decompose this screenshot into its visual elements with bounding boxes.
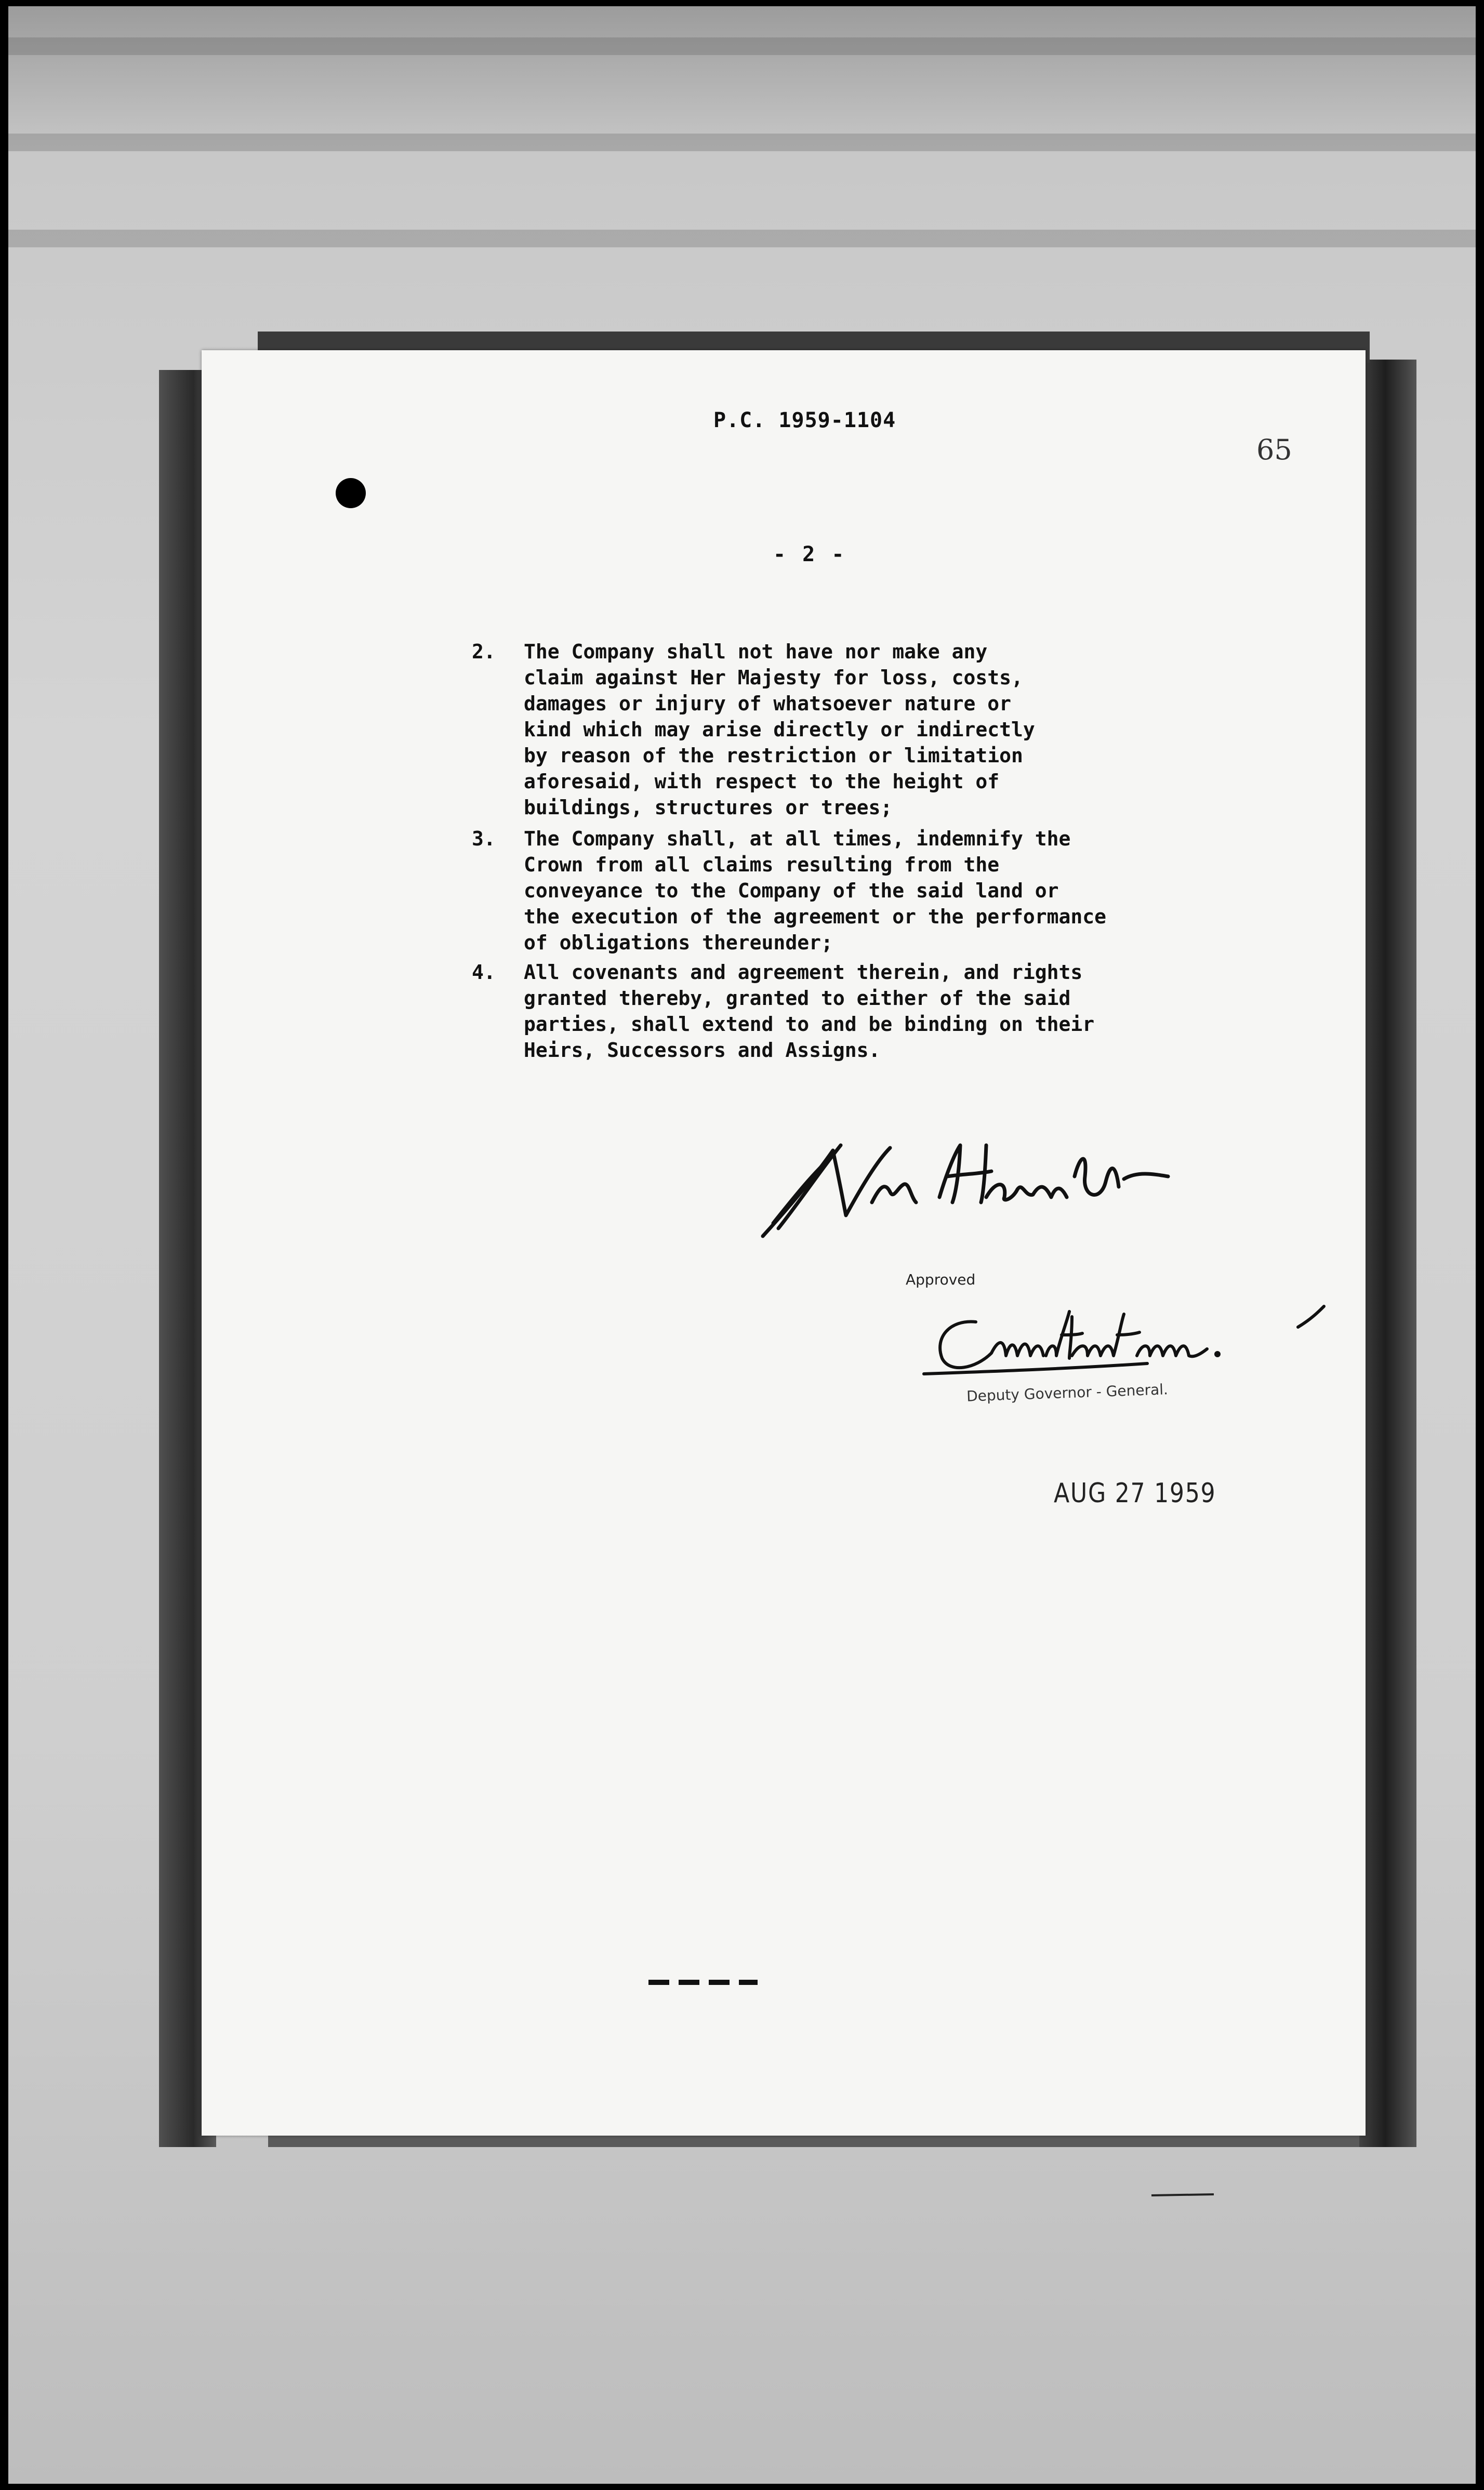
signature-hamilton	[742, 1124, 1199, 1244]
order-reference: P.C. 1959-1104	[713, 408, 896, 432]
clause-text: All covenants and agreement therein, and rights granted thereby, granted to either of the said parties, shall extend to and be binding on their Heirs, Successors and Assigns.	[524, 961, 1095, 1062]
scan-artifact	[8, 230, 1476, 247]
punch-hole	[336, 478, 366, 508]
document-sheet	[202, 350, 1366, 2136]
signatory-title: Deputy Governor - General.	[966, 1381, 1169, 1405]
date-stamp: AUG 27 1959	[1054, 1478, 1216, 1509]
scan-artifact	[8, 134, 1476, 151]
scan-artifact	[1151, 2193, 1214, 2196]
clause-text: The Company shall not have nor make any claim against Her Majesty for loss, costs, damages or injury of whatsoever nature or kind which may arise directly or indirectly by reason of the restriction or limitation aforesaid, with respect to the height of buildings, structures or trees;	[524, 640, 1035, 819]
clause-number: 3.	[472, 827, 496, 850]
clause-number: 4.	[472, 961, 496, 984]
page-marker: - 2 -	[773, 542, 846, 566]
clause-4	[472, 959, 1476, 1063]
footer-mark	[648, 1980, 758, 1985]
clause-3	[472, 826, 1476, 956]
approved-label: Approved	[906, 1271, 976, 1288]
signature-deputy	[913, 1291, 1340, 1384]
clause-number: 2.	[472, 640, 496, 663]
clause-text: The Company shall, at all times, indemnify the Crown from all claims resulting from the conveyance to the Company of the said land or the execution of the agreement or the performance of obligations thereunder;	[524, 827, 1107, 954]
scanned-page	[8, 6, 1476, 2484]
clause-2	[472, 639, 1476, 820]
scan-artifact	[8, 37, 1476, 55]
folio-number: 65	[1256, 433, 1292, 466]
